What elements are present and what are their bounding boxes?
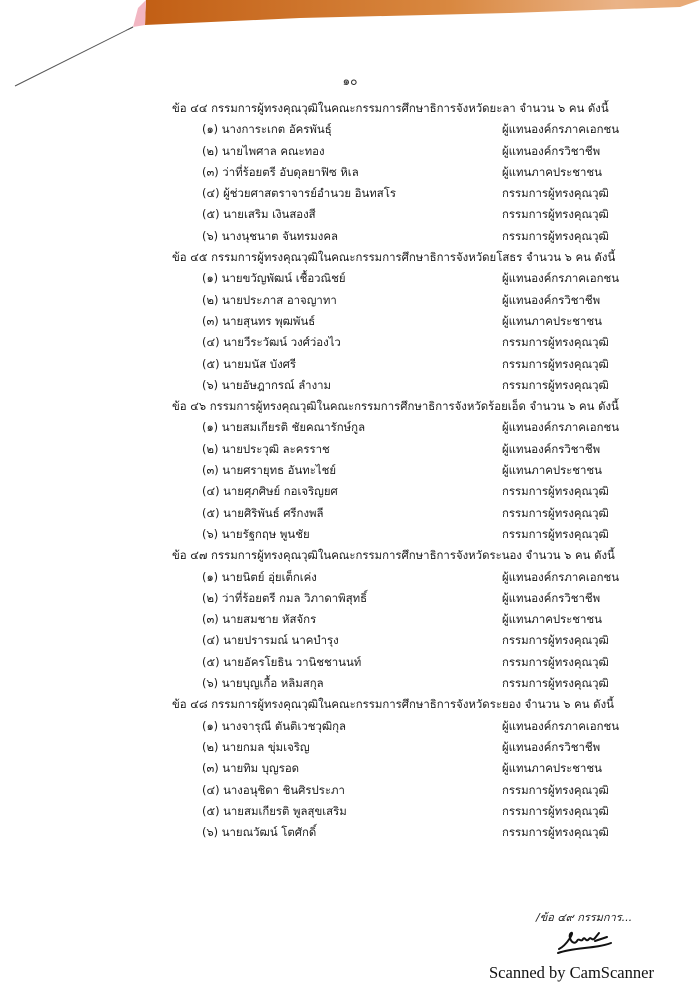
member-row bbox=[172, 716, 642, 737]
section-heading: ข้อ ๔๖ กรรมการผู้ทรงคุณวุฒิในคณะกรรมการศึกษาธิการจังหวัดร้อยเอ็ด จำนวน ๖ คน ดังนี้ bbox=[172, 399, 619, 414]
member-role: กรรมการผู้ทรงคุณวุฒิ bbox=[502, 676, 609, 691]
member-row bbox=[172, 503, 642, 524]
member-role: ผู้แทนองค์กรวิชาชีพ bbox=[502, 143, 601, 158]
section-heading: ข้อ ๔๘ กรรมการผู้ทรงคุณวุฒิในคณะกรรมการศึกษาธิการจังหวัดระยอง จำนวน ๖ คน ดังนี้ bbox=[172, 697, 614, 712]
member-name: (๒) นายไพศาล คณะทอง bbox=[202, 143, 325, 158]
member-name: (๖) นายณวัฒน์ โตศักดิ์ bbox=[202, 825, 317, 840]
member-role: กรรมการผู้ทรงคุณวุฒิ bbox=[502, 825, 609, 840]
member-role: ผู้แทนภาคประชาชน bbox=[502, 761, 602, 776]
section-45 bbox=[172, 247, 642, 396]
member-row bbox=[172, 780, 642, 801]
member-name: (๑) นางการะเกต อัครพันธุ์ bbox=[202, 122, 332, 137]
section-44 bbox=[172, 98, 642, 247]
member-role: ผู้แทนองค์กรวิชาชีพ bbox=[502, 590, 601, 605]
section-48 bbox=[172, 694, 642, 843]
member-role: กรรมการผู้ทรงคุณวุฒิ bbox=[502, 803, 609, 818]
member-name: (๓) ว่าที่ร้อยตรี อับดุลยาฟิซ หิเล bbox=[202, 164, 359, 179]
member-role: ผู้แทนองค์กรภาคเอกชน bbox=[502, 718, 620, 733]
member-role: ผู้แทนองค์กรภาคเอกชน bbox=[502, 420, 620, 435]
member-row bbox=[172, 375, 642, 396]
section-47 bbox=[172, 545, 642, 694]
member-row bbox=[172, 162, 642, 183]
member-row bbox=[172, 311, 642, 332]
member-role: กรรมการผู้ทรงคุณวุฒิ bbox=[502, 505, 609, 520]
camscanner-watermark: Scanned by CamScanner bbox=[489, 963, 654, 982]
member-name: (๓) นายสุนทร พุฒพันธ์ bbox=[202, 313, 316, 328]
member-name: (๕) นายมนัส บังศรี bbox=[202, 356, 296, 371]
member-role: ผู้แทนองค์กรวิชาชีพ bbox=[502, 292, 601, 307]
member-role: ผู้แทนองค์กรภาคเอกชน bbox=[502, 569, 620, 584]
member-name: (๖) นายอัษฎากรณ์ ลำงาม bbox=[202, 377, 332, 392]
member-row bbox=[172, 801, 642, 822]
member-role: กรรมการผู้ทรงคุณวุฒิ bbox=[502, 654, 609, 669]
member-role: กรรมการผู้ทรงคุณวุฒิ bbox=[502, 356, 609, 371]
member-role: กรรมการผู้ทรงคุณวุฒิ bbox=[502, 207, 609, 222]
member-row bbox=[172, 183, 642, 204]
continuation-note: /ข้อ ๔๙ กรรมการ... bbox=[536, 911, 633, 924]
member-row bbox=[172, 652, 642, 673]
member-name: (๕) นายอัครโยธิน วานิชชานนท์ bbox=[202, 654, 362, 669]
signature-icon bbox=[555, 927, 615, 957]
member-row bbox=[172, 268, 642, 289]
member-row bbox=[172, 354, 642, 375]
member-role: ผู้แทนภาคประชาชน bbox=[502, 164, 602, 179]
member-name: (๔) ผู้ช่วยศาสตราจารย์อำนวย อินทสโร bbox=[202, 186, 396, 201]
member-role: กรรมการผู้ทรงคุณวุฒิ bbox=[502, 186, 609, 201]
member-row bbox=[172, 822, 642, 843]
member-name: (๑) นายขวัญพัฒน์ เชื้อวณิชย์ bbox=[202, 271, 346, 286]
member-row bbox=[172, 630, 642, 651]
member-role: กรรมการผู้ทรงคุณวุฒิ bbox=[502, 377, 609, 392]
member-role: กรรมการผู้ทรงคุณวุฒิ bbox=[502, 526, 609, 541]
member-role: ผู้แทนองค์กรภาคเอกชน bbox=[502, 122, 620, 137]
member-row bbox=[172, 737, 642, 758]
member-row bbox=[172, 673, 642, 694]
member-name: (๔) นายวีระวัฒน์ วงศ์ว่องไว bbox=[202, 335, 341, 350]
member-name: (๒) นายประภาส อาจญาทา bbox=[202, 292, 337, 307]
member-role: ผู้แทนองค์กรภาคเอกชน bbox=[502, 271, 620, 286]
member-role: กรรมการผู้ทรงคุณวุฒิ bbox=[502, 633, 609, 648]
member-name: (๖) นายบุญเกื้อ หลิมสกุล bbox=[202, 676, 324, 691]
member-name: (๕) นายศิริพันธ์ ศรีกงพลี bbox=[202, 505, 324, 520]
section-heading: ข้อ ๔๗ กรรมการผู้ทรงคุณวุฒิในคณะกรรมการศึกษาธิการจังหวัดระนอง จำนวน ๖ คน ดังนี้ bbox=[172, 548, 615, 563]
member-row bbox=[172, 119, 642, 140]
member-name: (๑) นายสมเกียรติ ชัยคณารักษ์กูล bbox=[202, 420, 366, 435]
member-row bbox=[172, 758, 642, 779]
member-role: ผู้แทนภาคประชาชน bbox=[502, 612, 602, 627]
member-name: (๖) นายรัฐกฤษ พูนชัย bbox=[202, 526, 310, 541]
member-name: (๓) นายทิม บุญรอด bbox=[202, 761, 300, 776]
member-row bbox=[172, 226, 642, 247]
member-row bbox=[172, 439, 642, 460]
member-row bbox=[172, 332, 642, 353]
member-row bbox=[172, 524, 642, 545]
page-number: ๑๐ bbox=[342, 74, 358, 88]
member-role: กรรมการผู้ทรงคุณวุฒิ bbox=[502, 228, 609, 243]
member-role: ผู้แทนภาคประชาชน bbox=[502, 313, 602, 328]
member-role: ผู้แทนองค์กรวิชาชีพ bbox=[502, 739, 601, 754]
member-row bbox=[172, 567, 642, 588]
section-46 bbox=[172, 396, 642, 545]
member-role: ผู้แทนองค์กรวิชาชีพ bbox=[502, 441, 601, 456]
member-role: กรรมการผู้ทรงคุณวุฒิ bbox=[502, 484, 609, 499]
member-name: (๔) นายปรารมณ์ นาคบำรุง bbox=[202, 633, 339, 648]
member-name: (๕) นายเสริม เงินสองสี bbox=[202, 207, 316, 222]
member-name: (๒) นายกมล ขุ่มเจริญ bbox=[202, 739, 310, 754]
member-role: กรรมการผู้ทรงคุณวุฒิ bbox=[502, 335, 609, 350]
document-body bbox=[172, 98, 642, 843]
member-role: ผู้แทนภาคประชาชน bbox=[502, 463, 602, 478]
member-name: (๒) นายประวุฒิ ละครราช bbox=[202, 441, 330, 456]
member-row bbox=[172, 588, 642, 609]
section-heading: ข้อ ๔๔ กรรมการผู้ทรงคุณวุฒิในคณะกรรมการศึกษาธิการจังหวัดยะลา จำนวน ๖ คน ดังนี้ bbox=[172, 101, 609, 115]
member-row bbox=[172, 460, 642, 481]
member-name: (๖) นางนุชนาต จันทรมงคล bbox=[202, 228, 338, 243]
member-row bbox=[172, 417, 642, 438]
member-name: (๕) นายสมเกียรติ พูลสุขเสริม bbox=[202, 803, 347, 818]
member-row bbox=[172, 290, 642, 311]
member-name: (๔) นางอนุชิดา ชินศิรประภา bbox=[202, 782, 345, 797]
member-name: (๓) นายศรายุทธ อันทะไชย์ bbox=[202, 463, 337, 478]
member-name: (๑) นางจารุณี ตันติเวชวุฒิกุล bbox=[202, 718, 347, 733]
section-heading: ข้อ ๔๕ กรรมการผู้ทรงคุณวุฒิในคณะกรรมการศึกษาธิการจังหวัดยโสธร จำนวน ๖ คน ดังนี้ bbox=[172, 250, 616, 265]
member-row bbox=[172, 204, 642, 225]
member-row bbox=[172, 609, 642, 630]
member-name: (๒) ว่าที่ร้อยตรี กมล วิภาดาพิสุทธิ์ bbox=[202, 590, 368, 605]
member-role: กรรมการผู้ทรงคุณวุฒิ bbox=[502, 782, 609, 797]
member-row bbox=[172, 481, 642, 502]
member-name: (๑) นายนิตย์ อุ่ยเต็กเค่ง bbox=[202, 569, 317, 584]
member-name: (๔) นายศุภศิษย์ กอเจริญยศ bbox=[202, 484, 338, 499]
member-name: (๓) นายสมชาย หัสจักร bbox=[202, 612, 317, 627]
member-row bbox=[172, 141, 642, 162]
